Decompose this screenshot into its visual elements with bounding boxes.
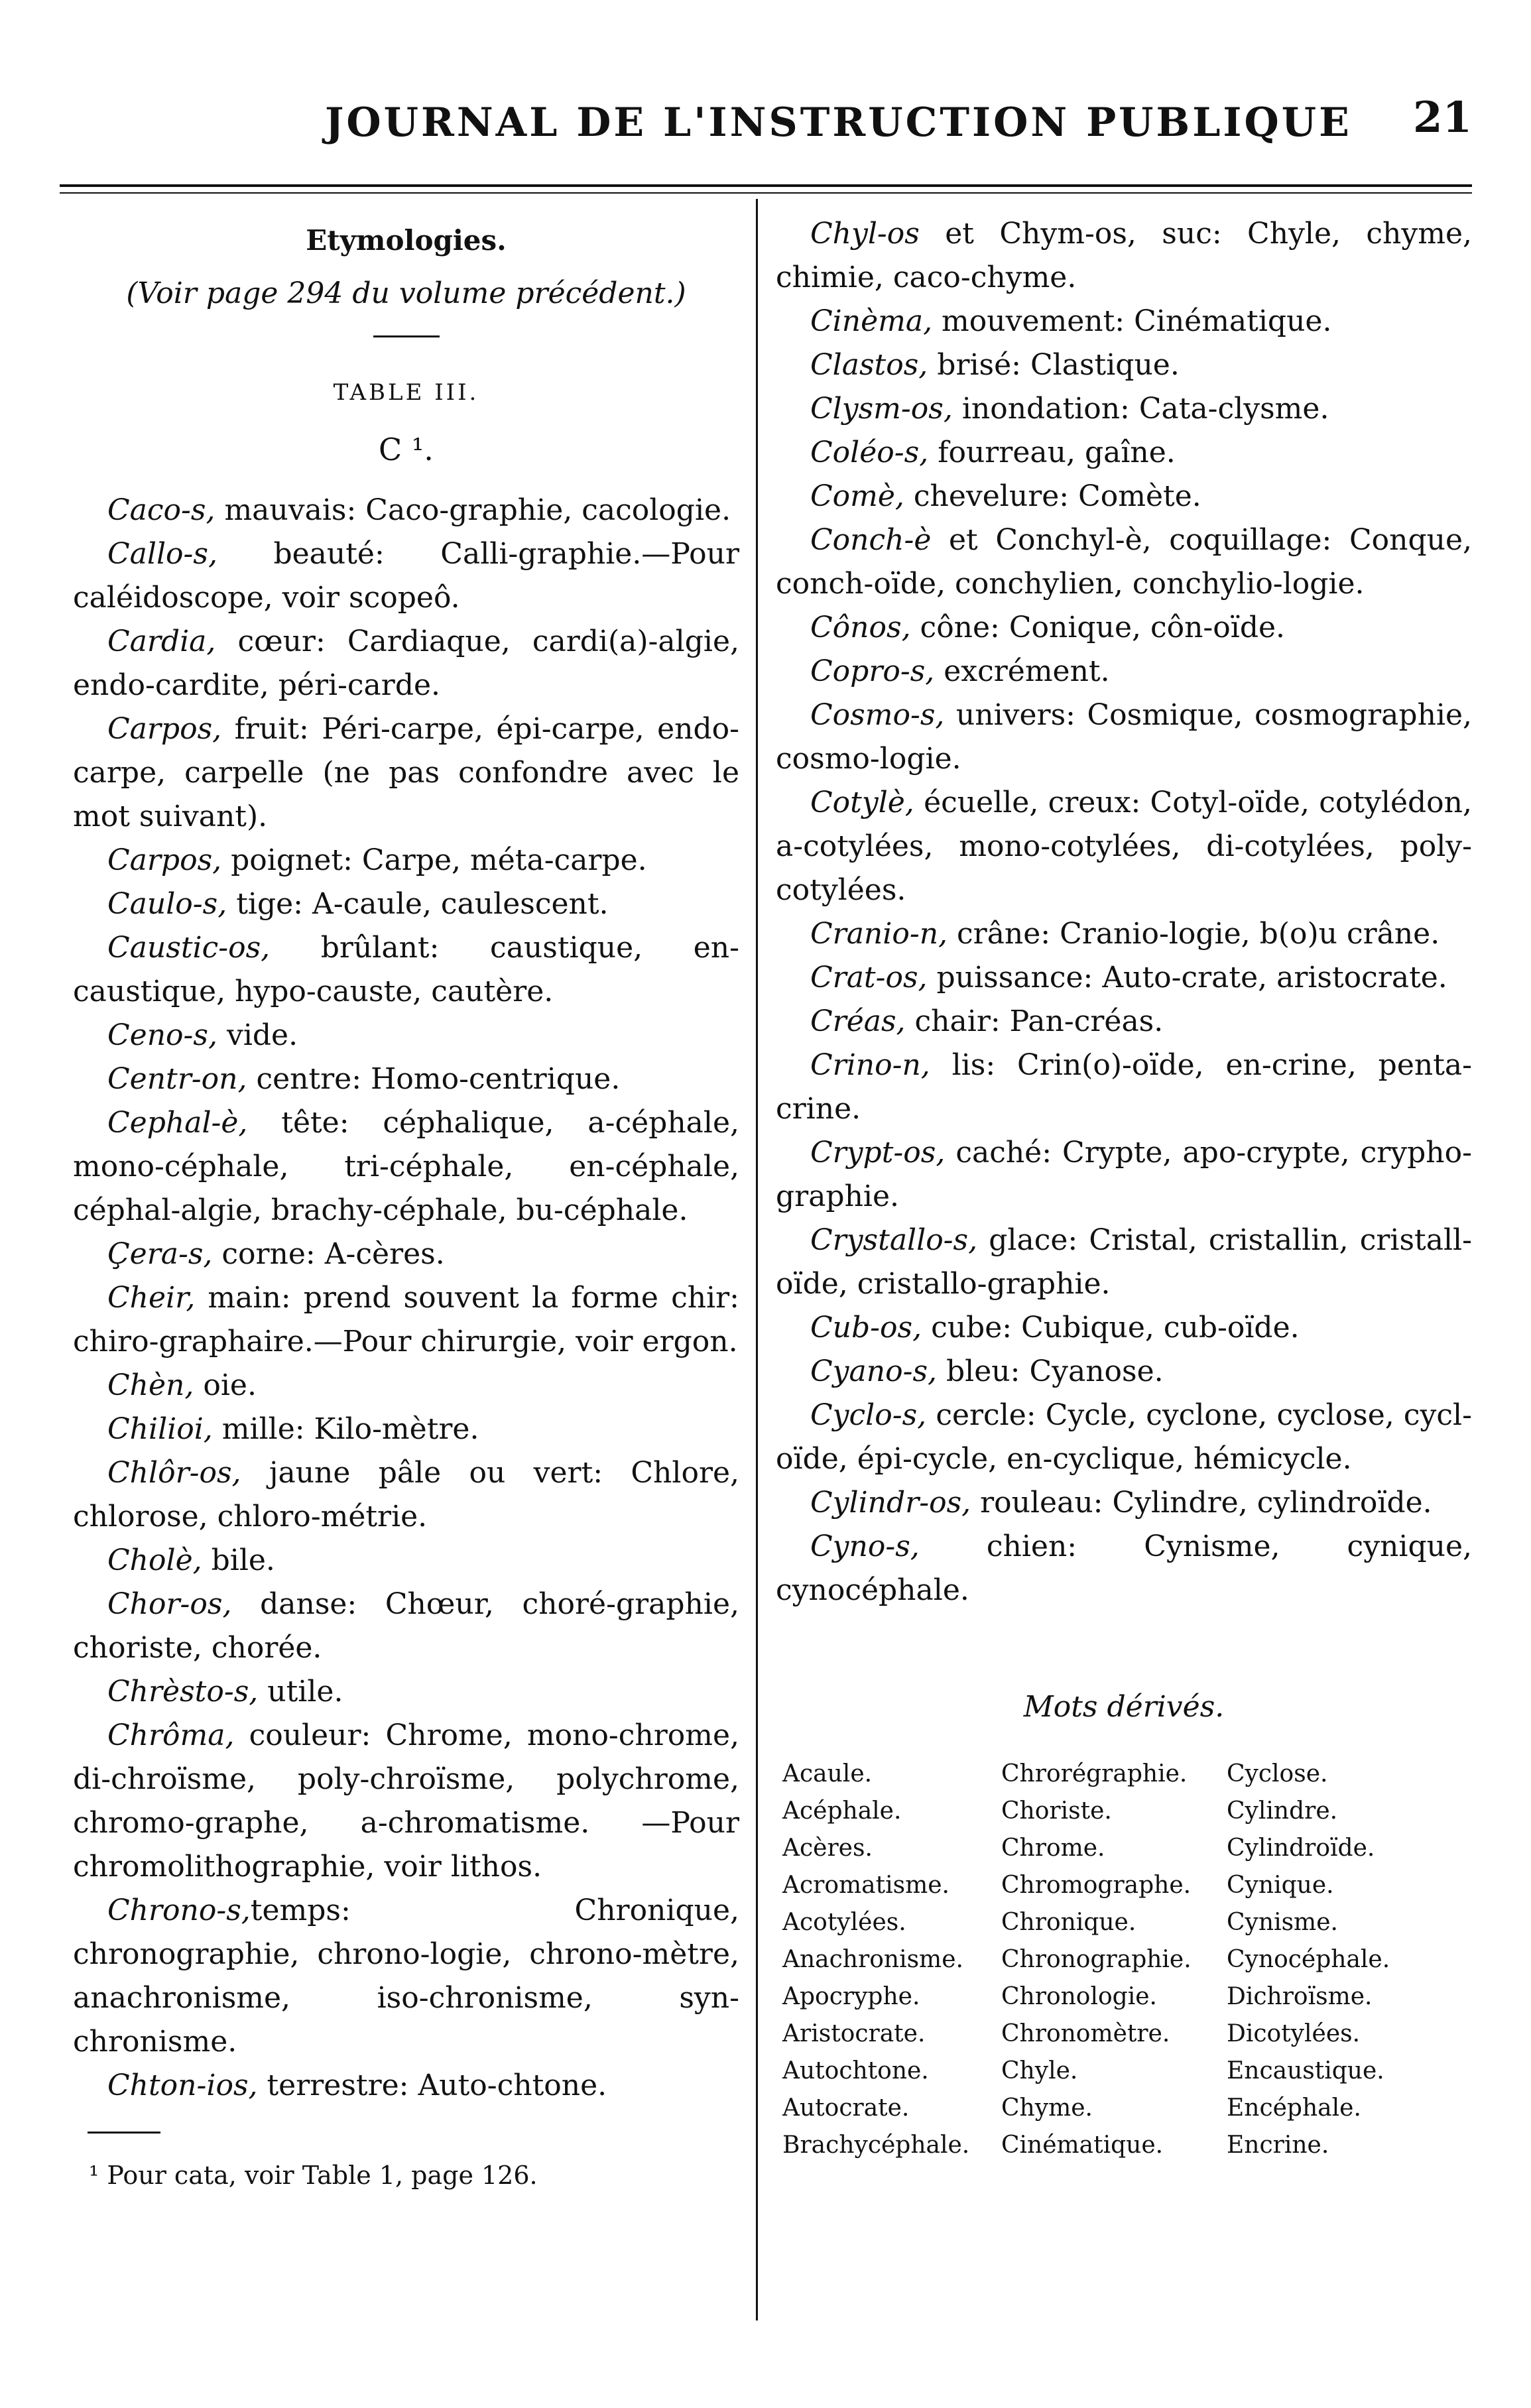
derived-word: Cinématique. [1001,2132,1164,2159]
header-rule [60,184,1472,187]
separator-dash [373,335,440,337]
etymology-entry [776,1219,1472,1306]
etymology-entry [73,839,739,882]
entry-text: tête: céphalique, a-céphale, mono-céphale, tri-céphale, en-céphale, céphal-algie, brachy-céphale, bu-céphale. [73,1106,739,1227]
entry-headword: Crat-os, [810,961,928,994]
entry-headword: Caulo-s, [107,887,227,921]
etymology-entry [776,431,1472,475]
derived-word: Chrome. [1001,1835,1105,1862]
entry-text: bile. [202,1543,275,1577]
etymology-entry [73,532,739,620]
entry-text: jaune pâle ou vert: Chlore, chlorose, chloro-métrie. [73,1456,739,1534]
derived-words-grid [782,1756,1472,2164]
entry-headword: Cyclo-s, [810,1398,927,1432]
entry-headword: Coléo-s, [810,436,929,469]
entry-headword: Carpos, [107,712,222,746]
entry-text: caché: Crypte, apo-crypte, crypho-graphie. [776,1136,1472,1213]
entry-text: vide. [217,1018,298,1052]
etymology-entry [73,1014,739,1057]
entry-text: cube: Cubique, cub-oïde. [922,1311,1300,1345]
etymology-entry [73,1583,739,1670]
entry-headword: Copro-s, [810,654,935,688]
page-number: 21 [1412,93,1472,143]
entry-headword: Cyno-s, [810,1530,920,1563]
etymology-entry [73,926,739,1014]
entry-text: inondation: Cata-clysme. [952,392,1329,426]
etymology-entry [73,1408,739,1451]
entry-text: oie. [194,1368,257,1402]
entry-text: bleu: Cyanose. [937,1354,1164,1388]
etymology-entry [73,1539,739,1583]
entry-text: écuelle, creux: Cotyl-oïde, cotylédon, a-cotylées, mono-cotylées, di-cotylées, poly-cotylées. [776,786,1472,907]
etymology-entry [73,1276,739,1364]
footnote: ¹ Pour cata, voir Table 1, page 126. [89,2161,538,2190]
entry-headword: Chyl-os [810,217,920,251]
reference-note: (Voir page 294 du volume précédent.) [126,276,686,310]
entry-headword: Centr-on, [107,1062,247,1096]
entry-headword: Clastos, [810,348,928,382]
derived-word: Cynocéphale. [1227,1946,1390,1973]
etymology-entry [776,1306,1472,1350]
entry-text: beauté: Calli-graphie.—Pour caléidoscope, voir scopeô. [73,537,739,615]
derived-word: Anachronisme. [782,1946,963,1973]
etymology-entry [776,1131,1472,1219]
etymology-entry [776,606,1472,650]
etymology-entry [776,912,1472,956]
derived-word: Choriste. [1001,1797,1112,1825]
etymology-entry [776,475,1472,518]
entry-text: rouleau: Cylindre, cylindroïde. [971,1486,1432,1520]
table-label: TABLE III. [333,379,479,406]
derived-word: Encéphale. [1227,2094,1361,2122]
entry-text: terrestre: Auto-chtone. [257,2069,607,2102]
entry-headword: Chilioi, [107,1412,213,1446]
derived-word: Cylindre. [1227,1797,1338,1825]
derived-word: Chyle. [1001,2057,1078,2084]
etymology-entry [776,300,1472,343]
footnote-rule [88,2132,160,2134]
derived-word: Encaustique. [1227,2057,1384,2084]
entry-text: crâne: Cranio-logie, b(o)u crâne. [948,917,1440,951]
entry-headword: Cheir, [107,1281,196,1315]
entry-headword: Comè, [810,479,904,513]
etymology-entry [776,1350,1472,1394]
etymology-entry [776,387,1472,431]
derived-word: Dicotylées. [1227,2020,1361,2047]
entry-text: cône: Conique, côn-oïde. [910,611,1286,644]
entry-text: mouvement: Cinématique. [932,304,1332,338]
derived-word: Autochtone. [782,2057,929,2084]
etymology-entry [776,693,1472,781]
entry-headword: Cholè, [107,1543,202,1577]
etymology-entry [73,1889,739,2064]
etymology-entry [776,1525,1472,1612]
derived-word: Chyme. [1001,2094,1093,2122]
etymology-entry [73,1670,739,1714]
derived-word: Chronomètre. [1001,2020,1170,2047]
left-entries [73,489,739,2108]
right-column [776,212,1472,2164]
etymology-entry [776,650,1472,693]
entry-text: brisé: Clastique. [928,348,1180,382]
entry-text: cercle: Cycle, cyclone, cyclose, cycl-oïde, épi-cycle, en-cyclique, hémicycle. [776,1398,1472,1476]
derived-word: Acères. [782,1835,873,1862]
derived-word: Encrine. [1227,2132,1329,2159]
entry-headword: Crystallo-s, [810,1223,978,1257]
etymology-entry [776,1000,1472,1044]
entry-text: mille: Kilo-mètre. [212,1412,479,1446]
entry-headword: Çera-s, [107,1237,213,1271]
entry-text: utile. [258,1675,343,1709]
derived-word: Autocrate. [782,2094,910,2122]
entry-headword: Chèn, [107,1368,194,1402]
running-title: JOURNAL DE L'INSTRUCTION PUBLIQUE [325,99,1352,146]
etymology-entry [776,343,1472,387]
etymology-entry [776,956,1472,1000]
etymology-entry [776,212,1472,300]
entry-headword: Cub-os, [810,1311,922,1345]
etymology-entry [73,1714,739,1889]
etymology-entry [73,620,739,707]
entry-headword: Chrôma, [107,1718,235,1752]
entry-text: mauvais: Caco-graphie, cacologie. [215,493,731,527]
entry-headword: Callo-s, [107,537,217,571]
entry-headword: Carpos, [107,843,222,877]
derived-word: Acromatisme. [782,1872,949,1899]
entry-text: fourreau, gaîne. [928,436,1176,469]
entry-text: danse: Chœur, choré-graphie, choriste, chorée. [73,1587,739,1665]
etymology-entry [73,1233,739,1276]
entry-text: centre: Homo-centrique. [247,1062,621,1096]
entry-headword: Cotylè, [810,786,914,819]
entry-text: brûlant: caustique, en-caustique, hypo-causte, cautère. [73,931,739,1008]
left-column [73,212,739,2197]
etymology-entry [73,1451,739,1539]
entry-text: glace: Cristal, cristallin, cristall-oïde, cristallo-graphie. [776,1223,1472,1301]
entry-headword: Cyano-s, [810,1354,938,1388]
etymology-entry [776,1394,1472,1481]
entry-headword: Cônos, [810,611,911,644]
column-divider [756,199,758,2320]
entry-text: et Chym-os, suc: Chyle, chyme, chimie, caco-chyme. [776,217,1472,294]
entry-headword: Chlôr-os, [107,1456,241,1490]
derived-word: Acéphale. [782,1797,902,1825]
entry-text: excrément. [934,654,1110,688]
header-rule-thin [60,192,1472,194]
derived-word: Aristocrate. [782,2020,926,2047]
section-title: Etymologies. [306,224,507,257]
entry-headword: Chrono-s, [107,1894,251,1927]
entry-text: couleur: Chrome, mono-chrome, di-chroïsme, poly-chroïsme, polychrome, chromo-graphe, a-chromatisme. —Pour chromolithographie, voir lithos. [73,1718,739,1884]
entry-text: univers: Cosmique, cosmographie, cosmo-logie. [776,698,1472,776]
derived-word: Chromographe. [1001,1872,1192,1899]
derived-word: Cynisme. [1227,1909,1338,1936]
entry-headword: Créas, [810,1004,906,1038]
derived-word: Dichroïsme. [1227,1983,1373,2010]
etymology-entry [73,1057,739,1101]
etymology-entry [73,2064,739,2108]
entry-headword: Ceno-s, [107,1018,217,1052]
derived-word: Brachycéphale. [782,2132,970,2159]
page-header [73,80,1472,159]
etymology-entry [73,1364,739,1408]
entry-headword: Chor-os, [107,1587,232,1621]
entry-text: et Conchyl-è, coquillage: Conque, conch-oïde, conchylien, conchylio-logie. [776,523,1472,601]
entry-text: temps: Chronique, chronographie, chrono-logie, chrono-mètre, anachronisme, iso-chronisme, syn-chronisme. [73,1894,739,2059]
entry-headword: Cosmo-s, [810,698,945,732]
etymology-entry [776,518,1472,606]
entry-text: main: prend souvent la forme chir: chiro-graphaire.—Pour chirurgie, voir ergon. [73,1281,739,1358]
entry-text: tige: A-caule, caulescent. [227,887,609,921]
entry-headword: Caco-s, [107,493,215,527]
entry-headword: Chrèsto-s, [107,1675,259,1709]
etymology-entry [73,489,739,532]
derived-word: Acaule. [782,1760,873,1787]
derived-words-title: Mots dérivés. [1023,1690,1225,1724]
entry-headword: Cinèma, [810,304,933,338]
derived-word: Cylindroïde. [1227,1835,1375,1862]
etymology-entry [73,1101,739,1233]
derived-word: Chrorégraphie. [1001,1760,1188,1787]
entry-text: corne: A-cères. [212,1237,445,1271]
entry-text: chevelure: Comète. [904,479,1201,513]
derived-word: Cyclose. [1227,1760,1328,1787]
entry-headword: Clysm-os, [810,392,953,426]
entry-text: chien: Cynisme, cynique, cynocéphale. [776,1530,1472,1607]
derived-word: Chronographie. [1001,1946,1192,1973]
entry-headword: Crino-n, [810,1048,930,1082]
derived-word: Chronologie. [1001,1983,1157,2010]
entry-headword: Cranio-n, [810,917,948,951]
entry-text: poignet: Carpe, méta-carpe. [221,843,647,877]
entry-text: cœur: Cardiaque, cardi(a)-algie, endo-cardite, péri-carde. [73,625,739,702]
entry-headword: Crypt-os, [810,1136,946,1170]
entry-text: fruit: Péri-carpe, épi-carpe, endo-carpe, carpelle (ne pas confondre avec le mot suivant). [73,712,739,833]
entry-headword: Cardia, [107,625,216,658]
derived-word: Cynique. [1227,1872,1334,1899]
etymology-entry [776,1481,1472,1525]
etymology-entry [776,781,1472,912]
entry-headword: Cylindr-os, [810,1486,971,1520]
letter-heading: C ¹. [379,432,434,467]
etymology-entry [73,707,739,839]
right-entries [776,212,1472,1612]
entry-headword: Cephal-è, [107,1106,248,1140]
etymology-entry [776,1044,1472,1131]
entry-headword: Caustic-os, [107,931,271,965]
entry-headword: Chton-ios, [107,2069,258,2102]
entry-headword: Conch-è [810,523,932,557]
entry-text: chair: Pan-créas. [905,1004,1164,1038]
derived-word: Chronique. [1001,1909,1136,1936]
etymology-entry [73,882,739,926]
derived-word: Acotylées. [782,1909,906,1936]
derived-word: Apocryphe. [782,1983,920,2010]
entry-text: puissance: Auto-crate, aristocrate. [927,961,1447,994]
entry-text: lis: Crin(o)-oïde, en-crine, penta-crine. [776,1048,1472,1126]
